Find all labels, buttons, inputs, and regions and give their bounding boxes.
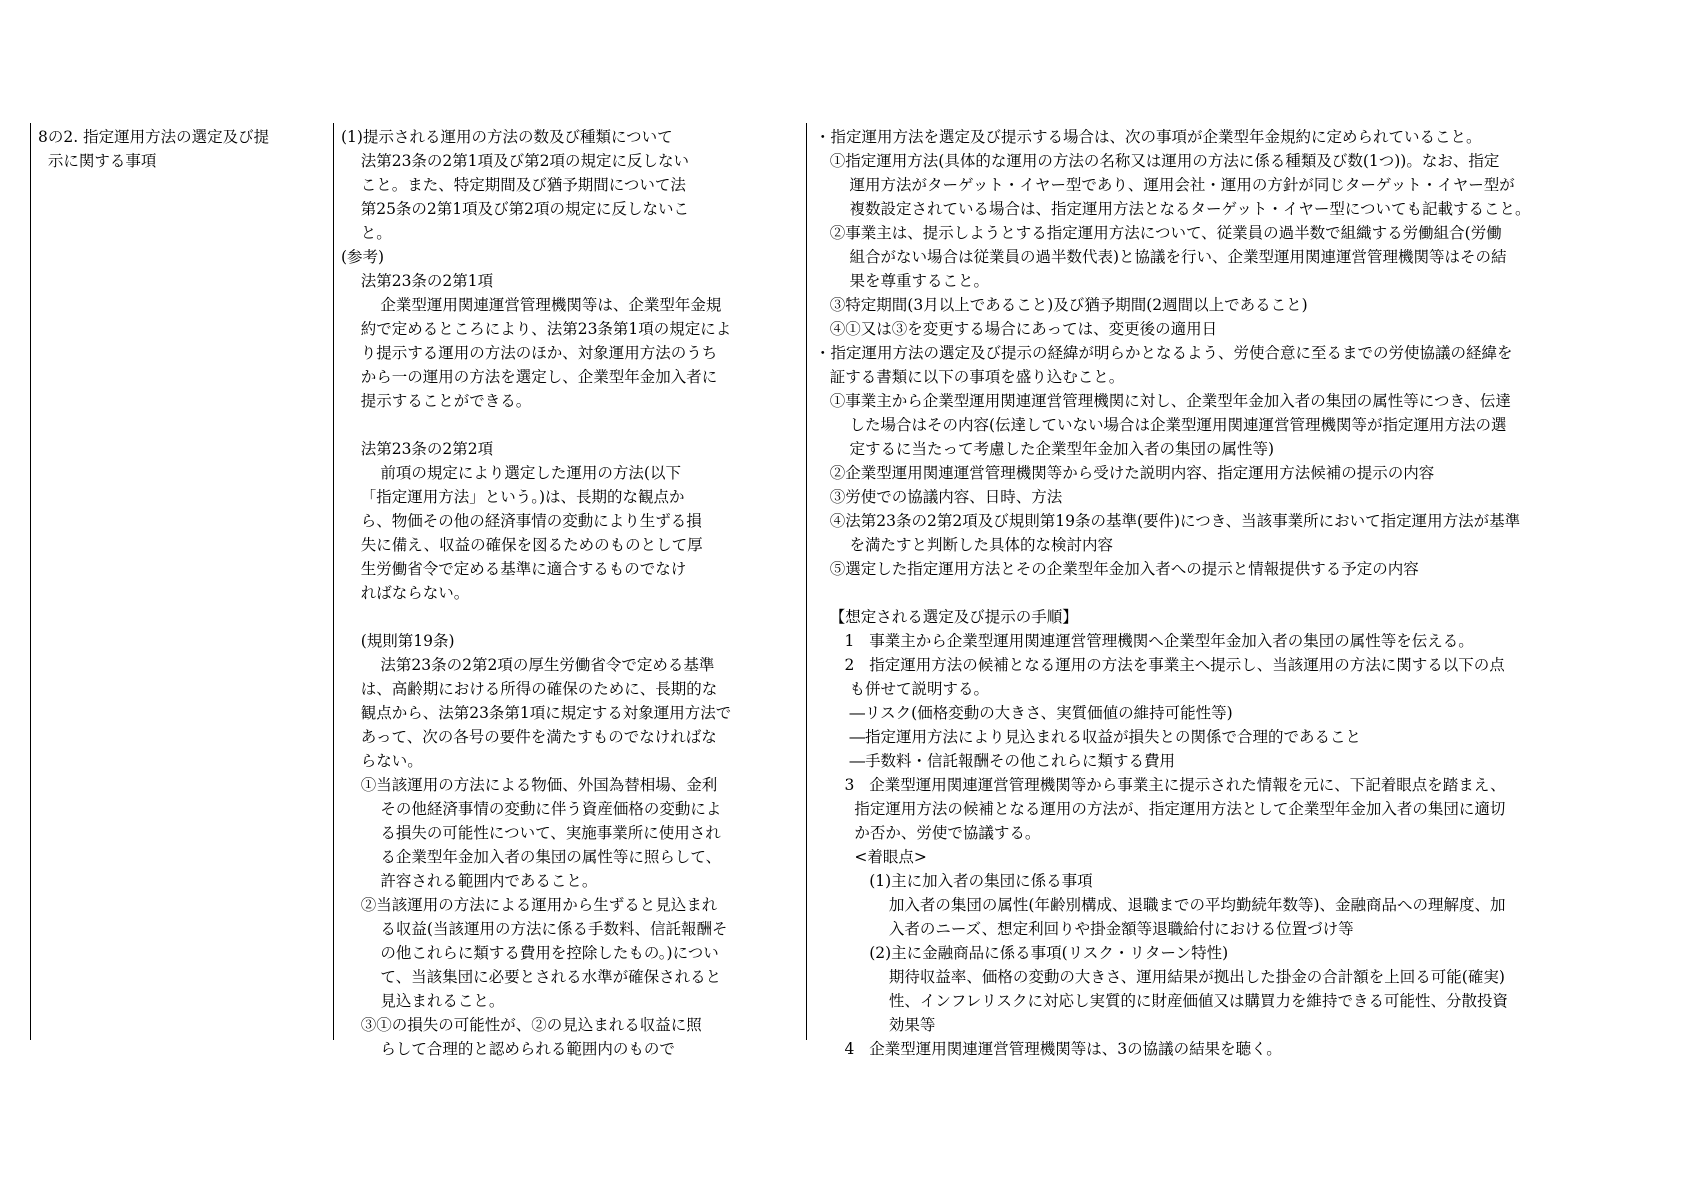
law-line: ればならない。 [341, 584, 470, 602]
guide-line: (1)主に加入者の集団に係る事項 [815, 872, 1093, 890]
guide-line: ・指定運用方法の選定及び提示の経緯が明らかとなるよう、労使合意に至るまでの労使協議の経緯を [815, 344, 1513, 362]
law-line: る収益(当該運用の方法に係る手数料、信託報酬そ [341, 920, 728, 938]
guide-line: ・指定運用方法を選定及び提示する場合は、次の事項が企業型年金規約に定められていること。 [815, 128, 1482, 146]
item-line: 8の2. 指定運用方法の選定及び提 [38, 128, 270, 146]
guide-line: も併せて説明する。 [815, 680, 989, 698]
table-border-left [30, 123, 31, 1040]
law-line: 提示することができる。 [341, 392, 532, 410]
guide-line: ⑤選定した指定運用方法とその企業型年金加入者への提示と情報提供する予定の内容 [815, 560, 1419, 578]
guide-line: 組合がない場合は従業員の過半数代表)と協議を行い、企業型運用関連運営管理機関等はその結 [815, 248, 1507, 266]
guide-line: (2)主に金融商品に係る事項(リスク・リターン特性) [815, 944, 1229, 962]
law-line: 企業型運用関連運営管理機関等は、企業型年金規 [341, 296, 722, 314]
law-line: 許容される範囲内であること。 [341, 872, 598, 890]
law-line: の他これらに類する費用を控除したもの。)につい [341, 944, 719, 962]
guide-line: した場合はその内容(伝達していない場合は企業型運用関連運営管理機関等が指定運用方法の選 [815, 416, 1507, 434]
law-line: (参考) [341, 248, 385, 266]
law-line: 見込まれること。 [341, 992, 505, 1010]
law-line: ②当該運用の方法による運用から生ずると見込まれ [341, 896, 718, 914]
law-line: ③①の損失の可能性が、②の見込まれる収益に照 [341, 1016, 702, 1034]
law-reference-column [341, 125, 803, 1061]
law-line: り提示する運用の方法のほか、対象運用方法のうち [341, 344, 718, 362]
item-column [38, 125, 328, 173]
law-line: 前項の規定により選定した運用の方法(以下 [341, 464, 681, 482]
guide-line: ③特定期間(3月以上であること)及び猶予期間(2週間以上であること) [815, 296, 1308, 314]
guide-line: 3 企業型運用関連運営管理機関等から事業主に提示された情報を元に、下記着眼点を踏まえ、 [815, 776, 1506, 794]
law-line: (1)提示される運用の方法の数及び種類について [341, 128, 673, 146]
guide-line: 証する書類に以下の事項を盛り込むこと。 [815, 368, 1125, 386]
law-line: 生労働省令で定める基準に適合するものでなけ [341, 560, 687, 578]
guide-line: 4 企業型運用関連運営管理機関等は、3の協議の結果を聴く。 [815, 1040, 1282, 1058]
table-divider-1 [333, 123, 334, 1040]
guide-line: 指定運用方法の候補となる運用の方法が、指定運用方法として企業型年金加入者の集団に適切 [815, 800, 1506, 818]
law-line: 法第23条の2第2項 [341, 440, 494, 458]
law-line: あって、次の各号の要件を満たすものでなければな [341, 728, 717, 746]
guide-line: を満たすと判断した具体的な検討内容 [815, 536, 1113, 554]
guide-line: ①指定運用方法(具体的な運用の方法の名称又は運用の方法に係る種類及び数(1つ))。なお、指定 [815, 152, 1500, 170]
guide-line: 果を尊重すること。 [815, 272, 989, 290]
guide-line: ③労使での協議内容、日時、方法 [815, 488, 1063, 506]
guide-line: か否か、労使で協議する。 [815, 824, 1041, 842]
law-line: と。 [341, 224, 392, 242]
law-line: 「指定運用方法」という。)は、長期的な観点か [341, 488, 685, 506]
guide-line: 入者のニーズ、想定利回りや掛金額等退職給付における位置づけ等 [815, 920, 1354, 938]
law-line [341, 605, 803, 629]
guide-line: 期待収益率、価格の変動の大きさ、運用結果が拠出した掛金の合計額を上回る可能(確実) [815, 968, 1505, 986]
guide-line: ④法第23条の2第2項及び規則第19条の基準(要件)につき、当該事業所において指定運用方法が基準 [815, 512, 1521, 530]
table-divider-2 [806, 123, 807, 1040]
guide-line: 【想定される選定及び提示の手順】 [815, 608, 1078, 626]
guide-line: 加入者の集団の属性(年齢別構成、退職までの平均勤続年数等)、金融商品への理解度、加 [815, 896, 1506, 914]
guide-line: ―指定運用方法により見込まれる収益が損失との関係で合理的であること [815, 728, 1361, 746]
guide-line: ―リスク(価格変動の大きさ、実質価値の維持可能性等) [815, 704, 1233, 722]
law-line: 法第23条の2第1項及び第2項の規定に反しない [341, 152, 690, 170]
law-line: らして合理的と認められる範囲内のもので [341, 1040, 675, 1058]
law-line: 法第23条の2第2項の厚生労働省令で定める基準 [341, 656, 715, 674]
guide-line: <着眼点> [815, 848, 927, 866]
guide-line: 2 指定運用方法の候補となる運用の方法を事業主へ提示し、当該運用の方法に関する以下の点 [815, 656, 1505, 674]
law-line: る企業型年金加入者の集団の属性等に照らして、 [341, 848, 722, 866]
guide-line: ④①又は③を変更する場合にあっては、変更後の適用日 [815, 320, 1218, 338]
guide-line: 複数設定されている場合は、指定運用方法となるターゲット・イヤー型についても記載すること。 [815, 200, 1531, 218]
law-line: は、高齢期における所得の確保のために、長期的な [341, 680, 718, 698]
law-line: 観点から、法第23条第1項に規定する対象運用方法で [341, 704, 732, 722]
law-line: 失に備え、収益の確保を図るためのものとして厚 [341, 536, 703, 554]
guide-line: ①事業主から企業型運用関連運営管理機関に対し、企業型年金加入者の集団の属性等につき、伝達 [815, 392, 1511, 410]
law-line: 約で定めるところにより、法第23条第1項の規定によ [341, 320, 732, 338]
guide-line: 運用方法がターゲット・イヤー型であり、運用会社・運用の方針が同じターゲット・イヤー型が [815, 176, 1515, 194]
guide-line [815, 581, 1665, 605]
guideline-column [815, 125, 1665, 1061]
law-line: こと。また、特定期間及び猶予期間について法 [341, 176, 686, 194]
guide-line: 効果等 [815, 1016, 936, 1034]
guide-line: ②事業主は、提示しようとする指定運用方法について、従業員の過半数で組織する労働組合(労働 [815, 224, 1502, 242]
law-line [341, 413, 803, 437]
law-line: て、当該集団に必要とされる水準が確保されると [341, 968, 722, 986]
law-line: ら、物価その他の経済事情の変動により生ずる損 [341, 512, 702, 530]
item-line: 示に関する事項 [38, 152, 157, 170]
guide-line: 性、インフレリスクに対応し実質的に財産価値又は購買力を維持できる可能性、分散投資 [815, 992, 1508, 1010]
guide-line: 1 事業主から企業型運用関連運営管理機関へ企業型年金加入者の集団の属性等を伝える。 [815, 632, 1474, 650]
law-line: 第25条の2第1項及び第2項の規定に反しないこ [341, 200, 690, 218]
law-line: から一の運用の方法を選定し、企業型年金加入者に [341, 368, 718, 386]
guide-line: ―手数料・信託報酬その他これらに類する費用 [815, 752, 1175, 770]
law-line: らない。 [341, 752, 423, 770]
law-line: その他経済事情の変動に伴う資産価格の変動によ [341, 800, 722, 818]
guide-line: 定するに当たって考慮した企業型年金加入者の集団の属性等) [815, 440, 1275, 458]
law-line: (規則第19条) [341, 632, 455, 650]
law-line: ①当該運用の方法による物価、外国為替相場、金利 [341, 776, 718, 794]
law-line: る損失の可能性について、実施事業所に使用され [341, 824, 721, 842]
law-line: 法第23条の2第1項 [341, 272, 494, 290]
guide-line: ②企業型運用関連運営管理機関等から受けた説明内容、指定運用方法候補の提示の内容 [815, 464, 1435, 482]
